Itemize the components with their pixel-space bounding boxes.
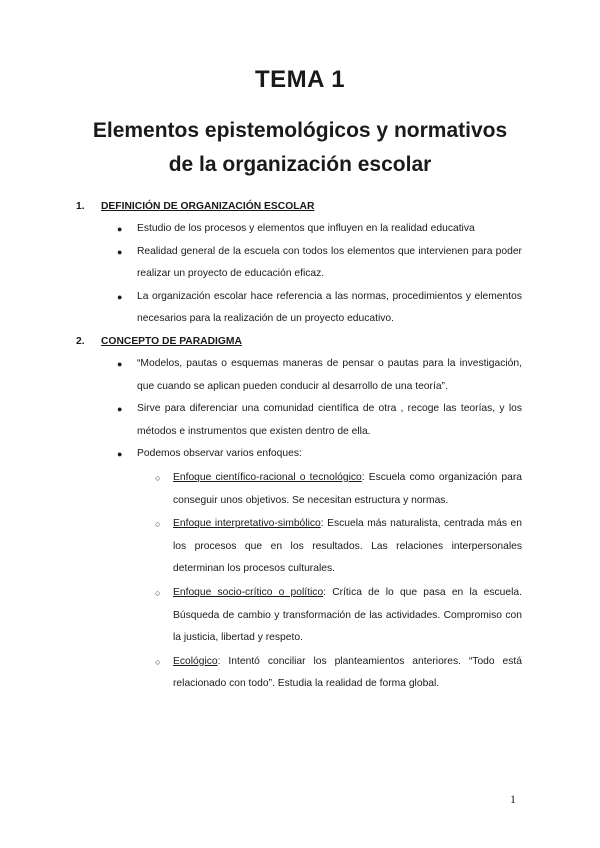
list-item <box>72 218 522 241</box>
approach-name: Enfoque interpretativo-simbólico <box>173 518 321 530</box>
bullet-icon: ● <box>117 224 123 234</box>
list-item-text: Realidad general de la escuela con todos los elementos que intervienen para poder realizar un proyecto de educación eficaz. <box>137 245 522 280</box>
section-heading-1 <box>72 196 522 218</box>
list-item <box>72 286 522 331</box>
hollow-bullet-icon: ○ <box>155 587 161 598</box>
bullet-icon: ● <box>117 291 123 302</box>
subtitle-line-1: Elementos epistemológicos y normativos <box>92 119 508 142</box>
approach-item <box>72 467 522 512</box>
approach-item <box>72 651 522 696</box>
approach-description: : Intentó conciliar los planteamientos anteriores. “Todo está relacionado con todo”. Estudia la realidad de forma global. <box>173 655 522 690</box>
list-item-text: “Modelos, pautas o esquemas maneras de pensar o pautas para la investigación, que cuando se aplican pueden conducir al desarrollo de una teoría”. <box>137 357 522 392</box>
document-body <box>72 196 522 696</box>
section-title: CONCEPTO DE PARADIGMA <box>101 335 242 347</box>
hollow-bullet-icon: ○ <box>155 519 161 530</box>
approach-name: Enfoque socio-crítico o político <box>173 586 324 598</box>
list-item-text: Podemos observar varios enfoques: <box>137 448 302 460</box>
list-item-text: La organización escolar hace referencia a las normas, procedimientos y elementos necesarios para la realización de un proyecto educativo. <box>137 290 522 325</box>
section-title: DEFINICIÓN DE ORGANIZACIÓN ESCOLAR <box>101 201 315 212</box>
approach-description: : Escuela como organización para conseguir unos objetivos. Se necesitan estructura y normas. <box>173 471 522 506</box>
document-subtitle <box>0 114 600 182</box>
bullet-icon: ● <box>117 404 123 415</box>
section-number: 2. <box>76 335 85 347</box>
list-item <box>72 398 522 443</box>
bullet-icon: ● <box>117 449 123 460</box>
bullet-icon: ● <box>117 358 123 369</box>
section-heading-2 <box>72 331 522 353</box>
bullet-icon: ● <box>117 246 123 257</box>
approach-item <box>72 582 522 650</box>
list-item-text: Estudio de los procesos y elementos que influyen en la realidad educativa <box>137 223 475 234</box>
list-item <box>72 443 522 466</box>
approach-name: Ecológico <box>173 655 218 667</box>
hollow-bullet-icon: ○ <box>155 656 161 667</box>
page-number: 1 <box>510 792 516 806</box>
approach-name: Enfoque científico-racional o tecnológico <box>173 471 362 483</box>
section-number: 1. <box>76 201 85 212</box>
hollow-bullet-icon: ○ <box>155 472 161 483</box>
subtitle-line-2: de la organización escolar <box>168 153 432 176</box>
approach-item <box>72 513 522 581</box>
list-item-text: Sirve para diferenciar una comunidad científica de otra , recoge las teorías, y los métodos e instrumentos que existen dentro de ella. <box>137 403 522 437</box>
list-item <box>72 353 522 398</box>
list-item <box>72 241 522 286</box>
approach-description: : Escuela más naturalista, centrada más en los procesos que en los resultados. Las relaciones interpersonales determinan los procesos culturales. <box>173 518 522 575</box>
page-title: TEMA 1 <box>254 66 346 93</box>
approach-description: : Crítica de lo que pasa en la escuela. Búsqueda de cambio y transformación de las actividades. Compromiso con la justicia, libertad y respeto. <box>173 586 522 644</box>
